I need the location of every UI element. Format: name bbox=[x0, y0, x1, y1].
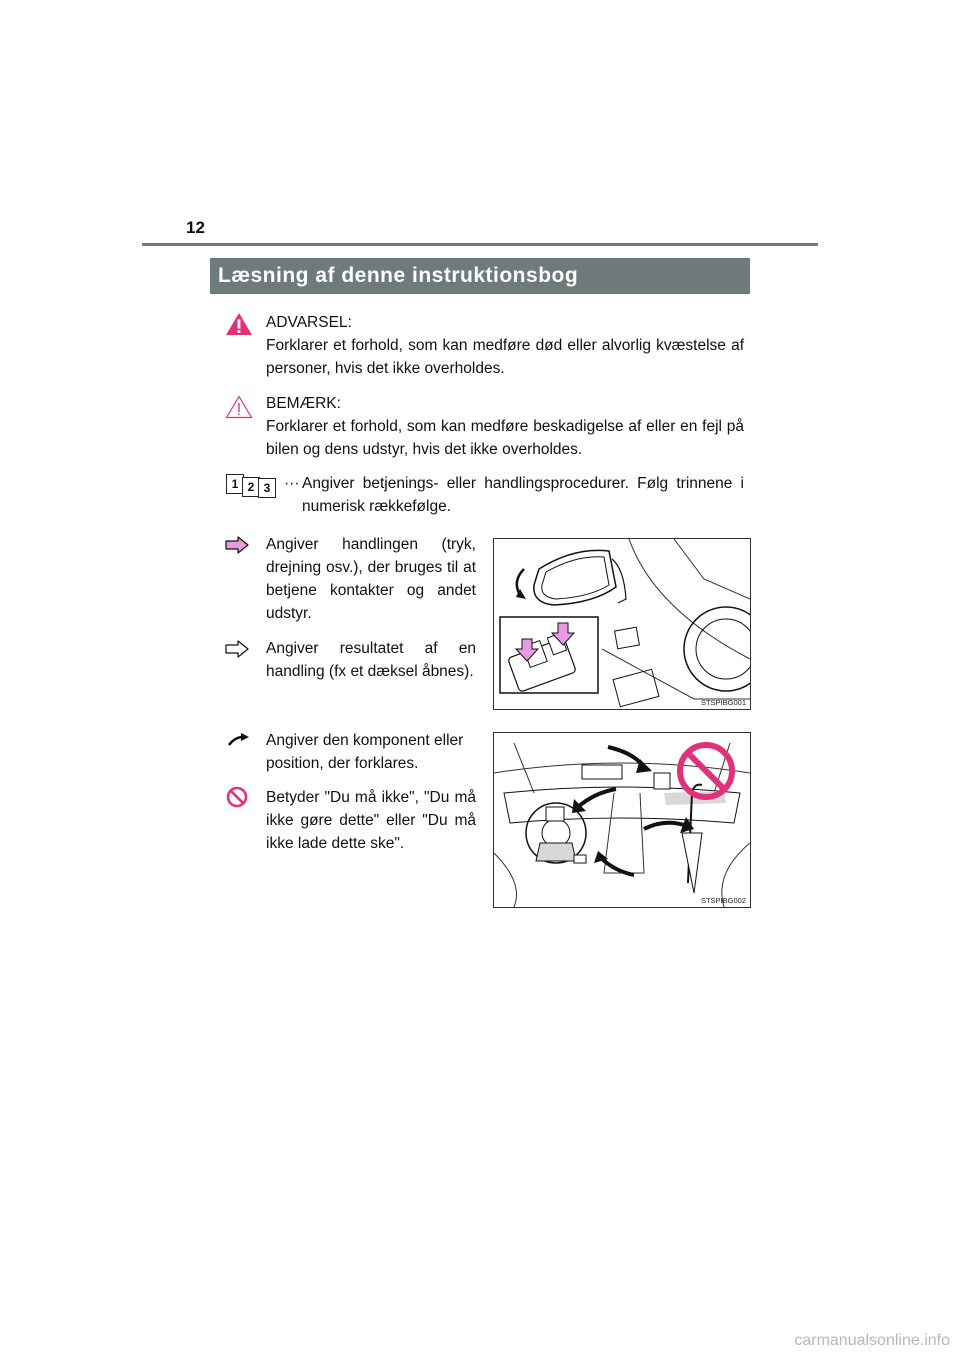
warning-label: ADVARSEL: bbox=[266, 314, 352, 331]
prohibited-icon bbox=[226, 786, 248, 808]
figure-dashboard-prohibited bbox=[493, 732, 751, 908]
warning-triangle-outline-icon bbox=[225, 395, 253, 419]
step-box-2: 2 bbox=[242, 477, 260, 497]
action-arrow-icon bbox=[225, 536, 249, 554]
warning-text: Forklarer et forhold, som kan medføre død eller alvorlig kvæstelse af personer, hvis det ikke overholdes. bbox=[266, 337, 744, 377]
legend-action-text: Angiver handlingen (tryk, drejning osv.), der bruges til at betjene kontakter og andet udstyr. bbox=[266, 536, 476, 622]
legend-prohibited-text: Betyder "Du må ikke", "Du må ikke gøre dette" eller "Du må ikke lade dette ske". bbox=[266, 789, 476, 852]
figure-code-1: STSPIBG001 bbox=[700, 698, 746, 707]
figure-mirror-switch bbox=[493, 538, 751, 710]
dashboard-illustration bbox=[494, 733, 750, 907]
step-box-3: 3 bbox=[258, 478, 276, 498]
notice-text: Forklarer et forhold, som kan medføre beskadigelse af eller en fejl på bilen og dens udstyr, hvis det ikke overholdes. bbox=[266, 418, 744, 458]
step-box-1: 1 bbox=[226, 474, 244, 494]
header-rule bbox=[142, 243, 818, 246]
step-numbers-icon bbox=[226, 474, 282, 498]
result-arrow-icon bbox=[225, 640, 249, 658]
warning-triangle-filled-icon bbox=[225, 312, 253, 336]
notice-label: BEMÆRK: bbox=[266, 395, 341, 412]
figure-code-2: STSPIBG002 bbox=[700, 896, 746, 905]
page-number: 12 bbox=[186, 218, 205, 237]
legend-pointer-text: Angiver den komponent eller position, der forklares. bbox=[266, 732, 464, 772]
watermark: carmanualsonline.info bbox=[794, 1332, 950, 1349]
steps-text: Angiver betjenings- eller handlingsprocedurer. Følg trinnene i numerisk rækkefølge. bbox=[302, 475, 744, 515]
pointer-arrow-icon bbox=[227, 733, 249, 747]
section-title: Læsning af denne instruktionsbog bbox=[210, 258, 750, 294]
door-mirror-illustration bbox=[494, 539, 750, 709]
legend-result-text: Angiver resultatet af en handling (fx et dæksel åbnes). bbox=[266, 640, 476, 680]
steps-ellipsis: ··· bbox=[284, 475, 300, 492]
